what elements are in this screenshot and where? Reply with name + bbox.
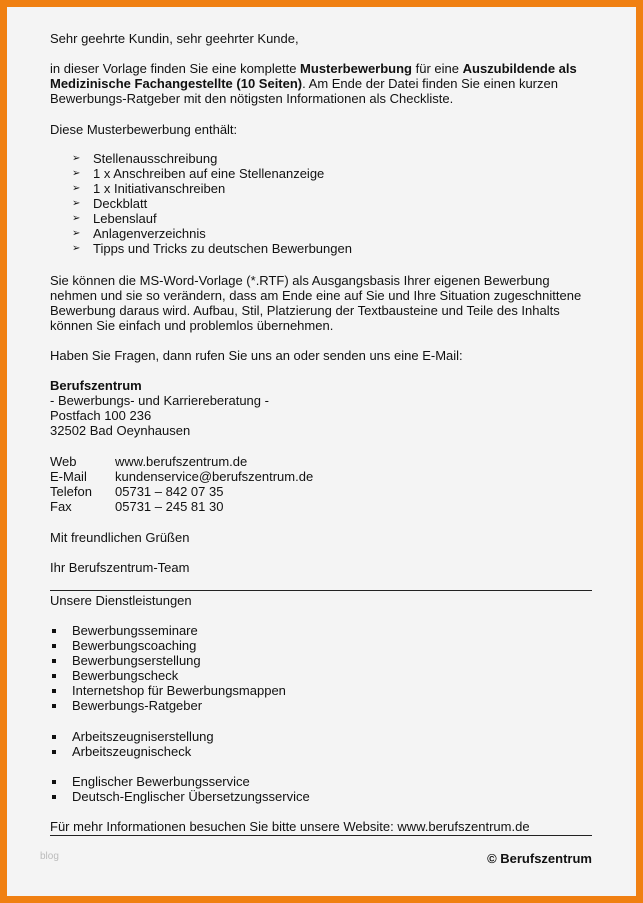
list-item: ➢ 1 x Initiativanschreiben bbox=[50, 181, 595, 196]
contact-label: Telefon bbox=[50, 484, 92, 499]
fax-value: 05731 – 245 81 30 bbox=[115, 499, 224, 514]
contact-label: Fax bbox=[50, 499, 72, 514]
contents-heading: Diese Musterbewerbung enthält: bbox=[50, 122, 238, 137]
document-page bbox=[7, 7, 636, 896]
contents-list bbox=[50, 151, 595, 256]
watermark: blog bbox=[40, 851, 59, 862]
list-item: ➢ Lebenslauf bbox=[50, 211, 595, 226]
intro-text: in dieser Vorlage finden Sie eine komplette bbox=[50, 61, 301, 76]
intro-text: für eine bbox=[412, 61, 463, 76]
intro-bold: Musterbewerbung bbox=[300, 61, 413, 76]
list-item: Bewerbungserstellung bbox=[50, 653, 595, 668]
greeting: Sehr geehrte Kundin, sehr geehrter Kunde, bbox=[50, 31, 299, 46]
list-item: Internetshop für Bewerbungsmappen bbox=[50, 683, 595, 698]
list-item: Englischer Bewerbungsservice bbox=[50, 774, 595, 789]
address-block bbox=[50, 378, 595, 438]
more-info: Für mehr Informationen besuchen Sie bitte unsere Website: www.berufszentrum.de bbox=[50, 819, 530, 834]
list-item: Deutsch-Englischer Übersetzungsservice bbox=[50, 789, 595, 804]
services-list bbox=[50, 623, 595, 713]
company-subtitle: - Bewerbungs- und Karriereberatung - bbox=[50, 393, 269, 408]
list-item: Arbeitszeugniserstellung bbox=[50, 729, 595, 744]
services-list bbox=[50, 774, 595, 804]
services-list bbox=[50, 729, 595, 759]
postbox: Postfach 100 236 bbox=[50, 408, 152, 423]
intro-paragraph bbox=[50, 61, 595, 106]
contact-label: Web bbox=[50, 454, 77, 469]
contact-label: E-Mail bbox=[50, 469, 87, 484]
closing: Mit freundlichen Grüßen bbox=[50, 530, 190, 545]
contact-block bbox=[50, 454, 595, 514]
email-link[interactable]: kundenservice@berufszentrum.de bbox=[115, 469, 314, 484]
city: 32502 Bad Oeynhausen bbox=[50, 423, 191, 438]
phone-value: 05731 – 842 07 35 bbox=[115, 484, 224, 499]
list-item: Bewerbungsseminare bbox=[50, 623, 595, 638]
list-item: ➢ Deckblatt bbox=[50, 196, 595, 211]
services-heading: Unsere Dienstleistungen bbox=[50, 593, 192, 608]
usage-paragraph: Sie können die MS-Word-Vorlage (*.RTF) als Ausgangsbasis Ihrer eigenen Bewerbung nehmen und sie so verändern, dass am Ende eine auf Sie und Ihre Situation zugeschnittene Bewerbung daraus wird. Aufbau, Stil, Platzierung der Textbausteine und Teile des Inhalts können Sie einfach und problemlos übernehmen. bbox=[50, 273, 582, 333]
questions-text: Haben Sie Fragen, dann rufen Sie uns an oder senden uns eine E-Mail: bbox=[50, 348, 463, 363]
list-item: ➢ 1 x Anschreiben auf eine Stellenanzeige bbox=[50, 166, 595, 181]
list-item: ➢ Anlagenverzeichnis bbox=[50, 226, 595, 241]
list-item: Bewerbungscoaching bbox=[50, 638, 595, 653]
company-name: Berufszentrum bbox=[50, 378, 142, 393]
list-item: Arbeitszeugnischeck bbox=[50, 744, 595, 759]
list-item: ➢ Stellenausschreibung bbox=[50, 151, 595, 166]
intro-text: . Am Ende der Datei finden Sie einen kurzen Bewerbungs-Ratgeber mit den nötigsten Informationen als Checkliste. bbox=[50, 76, 558, 106]
copyright: © Berufszentrum bbox=[487, 851, 592, 866]
list-item: Bewerbungs-Ratgeber bbox=[50, 698, 595, 713]
intro-bold: Auszubildende als Medizinische Fachangestellte (10 Seiten) bbox=[50, 61, 577, 91]
list-item: ➢ Tipps und Tricks zu deutschen Bewerbungen bbox=[50, 241, 595, 256]
signature: Ihr Berufszentrum-Team bbox=[50, 560, 190, 575]
web-link[interactable]: www.berufszentrum.de bbox=[115, 454, 248, 469]
divider bbox=[50, 590, 592, 591]
divider bbox=[50, 835, 592, 836]
list-item: Bewerbungscheck bbox=[50, 668, 595, 683]
